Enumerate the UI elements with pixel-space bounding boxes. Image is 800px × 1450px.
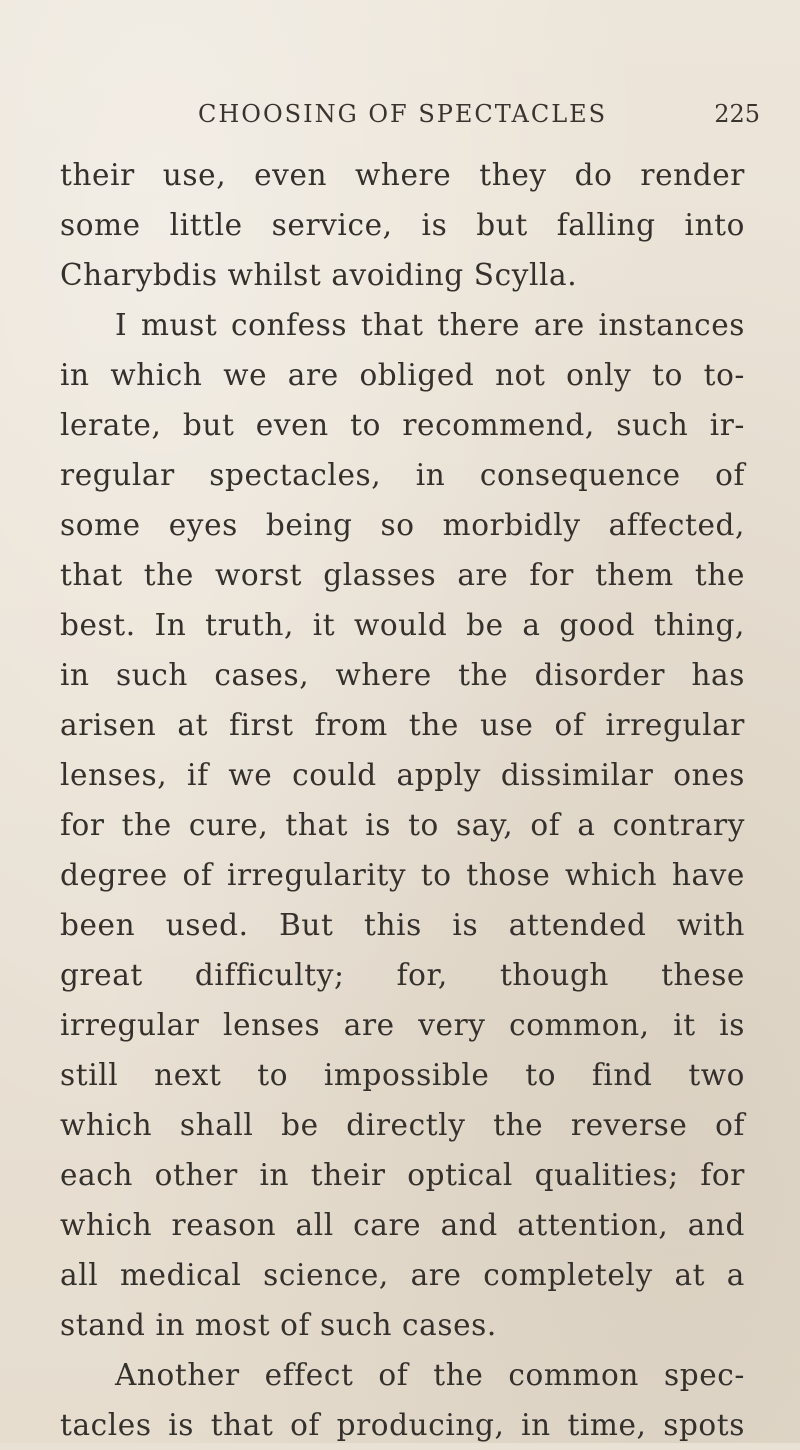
- text-line: some eyes being so morbidly affected,: [60, 508, 745, 542]
- text-line: which shall be directly the reverse of: [60, 1108, 745, 1142]
- text-line: still next to impossible to find two: [60, 1058, 745, 1092]
- text-line: in such cases, where the disorder has: [60, 658, 745, 692]
- text-line: all medical science, are completely at a: [60, 1258, 745, 1292]
- text-line: Charybdis whilst avoiding Scylla.: [60, 258, 578, 292]
- text-line: their use, even where they do render: [60, 158, 745, 192]
- running-head-title: CHOOSING OF SPECTACLES: [198, 100, 608, 128]
- text-line: that the worst glasses are for them the: [60, 558, 745, 592]
- text-line: stand in most of such cases.: [60, 1308, 497, 1342]
- text-line: I must confess that there are instances: [115, 308, 745, 342]
- text-line: best. In truth, it would be a good thing,: [60, 608, 745, 642]
- text-line: which reason all care and attention, and: [60, 1208, 745, 1242]
- text-line: each other in their optical qualities; for: [60, 1158, 745, 1192]
- text-line: irregular lenses are very common, it is: [60, 1008, 745, 1042]
- text-line: great difficulty; for, though these: [60, 958, 745, 992]
- text-line: regular spectacles, in consequence of: [60, 458, 745, 492]
- text-line: some little service, is but falling into: [60, 208, 745, 242]
- text-line: for the cure, that is to say, of a contrary: [60, 808, 745, 842]
- page-number: 225: [714, 100, 760, 128]
- text-line: lerate, but even to recommend, such ir-: [60, 408, 745, 442]
- text-line: tacles is that of producing, in time, spots: [60, 1408, 745, 1442]
- text-line: lenses, if we could apply dissimilar ones: [60, 758, 745, 792]
- text-line: been used. But this is attended with: [60, 908, 745, 942]
- text-line: arisen at first from the use of irregular: [60, 708, 745, 742]
- text-line: in which we are obliged not only to to-: [60, 358, 745, 392]
- text-line: Another effect of the common spec-: [115, 1358, 745, 1392]
- running-head: [198, 100, 760, 140]
- text-line: degree of irregularity to those which have: [60, 858, 745, 892]
